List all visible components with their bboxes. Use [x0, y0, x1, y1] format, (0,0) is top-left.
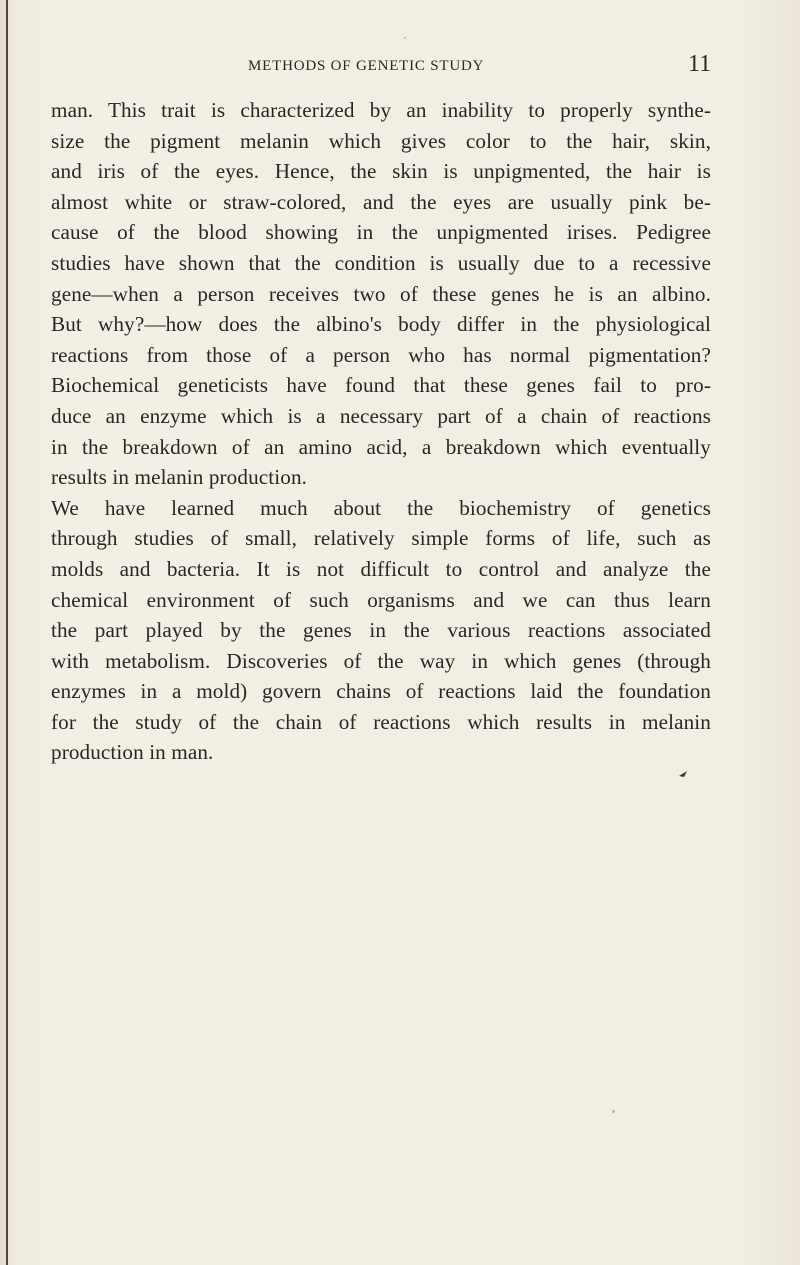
page-gutter-edge — [6, 0, 8, 1265]
running-head-title — [248, 57, 484, 75]
ink-mark-icon — [678, 770, 688, 778]
running-head-title-text: METHODS OF GENETIC STUDY — [248, 58, 485, 74]
text-line: duce an enzyme which is a necessary part of a chain of reactions — [51, 403, 711, 428]
text-line: results in melanin production. — [51, 465, 308, 490]
paper-speck — [404, 37, 406, 39]
text-line: the part played by the genes in the various reactions associated — [51, 618, 711, 643]
text-line: studies have shown that the condition is usually due to a recessive — [51, 250, 711, 275]
paper-speck — [612, 1110, 615, 1113]
text-line: gene—when a person receives two of these genes he is an albino. — [51, 281, 711, 306]
text-line: and iris of the eyes. Hence, the skin is unpigmented, the hair is — [51, 159, 711, 184]
text-line: production in man. — [51, 740, 214, 765]
text-line: We have learned much about the biochemistry of genetics — [51, 495, 711, 520]
text-line: almost white or straw-colored, and the eyes are usually pink be- — [51, 189, 711, 214]
text-line: through studies of small, relatively simple forms of life, such as — [51, 526, 711, 551]
text-line: Biochemical geneticists have found that these genes fail to pro- — [51, 373, 711, 398]
text-line: cause of the blood showing in the unpigmented irises. Pedigree — [51, 220, 711, 245]
text-line: enzymes in a mold) govern chains of reactions laid the foundation — [51, 679, 711, 704]
text-line: size the pigment melanin which gives color to the hair, skin, — [51, 128, 711, 153]
page-number: 11 — [688, 51, 712, 77]
text-line: man. This trait is characterized by an inability to properly synthe- — [51, 98, 711, 122]
text-line: for the study of the chain of reactions which results in melanin — [51, 709, 711, 734]
text-line: in the breakdown of an amino acid, a breakdown which eventually — [51, 434, 711, 459]
text-line: with metabolism. Discoveries of the way in which genes (through — [51, 648, 711, 673]
running-head — [0, 51, 800, 79]
text-line: molds and bacteria. It is not difficult to control and analyze the — [51, 556, 711, 581]
text-line: chemical environment of such organisms and we can thus learn — [51, 587, 711, 612]
body-text — [51, 95, 711, 768]
text-line: But why?—how does the albino's body differ in the physiological — [51, 312, 711, 337]
text-line: reactions from those of a person who has normal pigmentation? — [51, 342, 711, 367]
